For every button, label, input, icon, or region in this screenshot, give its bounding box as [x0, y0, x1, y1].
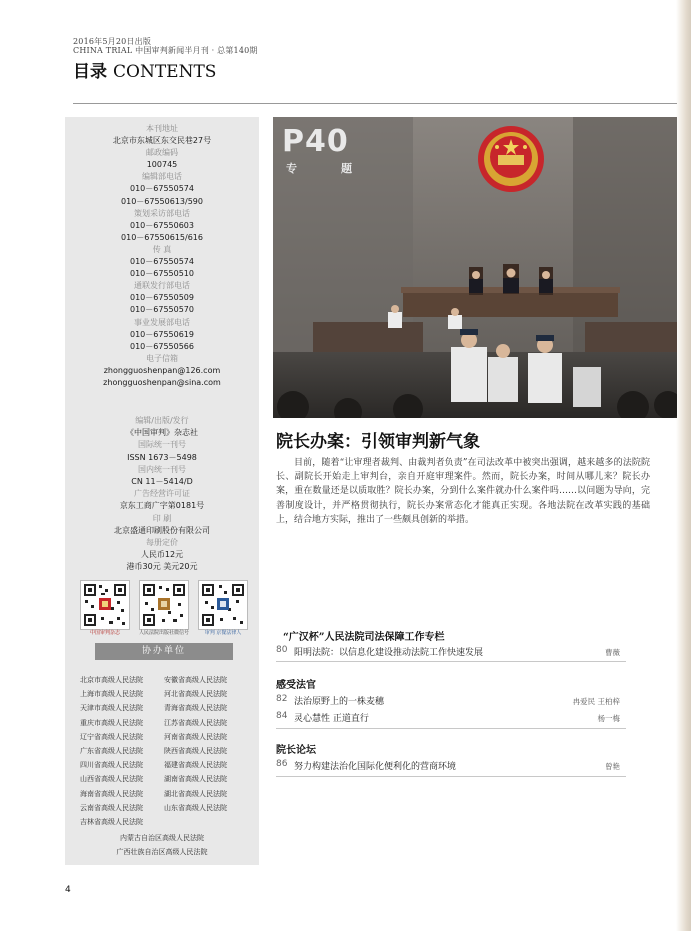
- contact-value: 010－67550574: [130, 184, 194, 194]
- court-name: 四川省高级人民法院: [80, 761, 143, 770]
- court-name: 天津市高级人民法院: [80, 704, 143, 713]
- contact-value: 100745: [146, 160, 178, 170]
- qr-code-icon[interactable]: [198, 580, 248, 636]
- court-name: 海南省高级人民法院: [80, 789, 143, 798]
- feature-page-number: P40: [282, 124, 349, 159]
- contact-value: 010－67550510: [130, 269, 194, 279]
- court-row: [80, 772, 252, 786]
- feature-summary: 目前，随着“让审理者裁判、由裁判者负责”在司法改革中被突出强调，越来越多的法院院长、副院长开始走上审判台，亲自开庭审理案件。然而，院长办案，时间从哪儿来？院长办案，重在数量还是以质取胜？院长办案，分到什么案件就办什么案件吗……以问题为导向，完善制度设计，并严格贯彻执行，院长办案常态化才能真正实现。各地法院在改革实践的基础上，结合地方实际，推出了一些颇具创新的举措。: [276, 458, 650, 525]
- pub-label: 广告经营许可证: [134, 489, 190, 499]
- court-name: 广东省高级人民法院: [80, 747, 143, 756]
- toc-page-number: 80: [276, 645, 288, 655]
- court-name: 北京市高级人民法院: [80, 676, 143, 684]
- pub-label: 每册定价: [146, 538, 178, 548]
- feature-title[interactable]: 院长办案：引领审判新气象: [276, 432, 480, 452]
- toc-entry-title[interactable]: 阳明法院：以信息化建设推动法院工作快速发展: [294, 648, 484, 658]
- court-name: 湖北省高级人民法院: [164, 789, 227, 798]
- contact-value: 010－67550615/616: [121, 232, 203, 242]
- court-name: 江苏省高级人民法院: [164, 718, 227, 727]
- court-name: 内蒙古自治区高级人民法院: [120, 834, 204, 842]
- email-address[interactable]: zhongguoshenpan@126.com: [103, 365, 221, 375]
- contact-label: 通联发行部电话: [134, 281, 190, 291]
- magazine-name: CHINA TRIAL 中国审判新闻半月刊 · 总第140期: [73, 46, 258, 55]
- contact-label: 事业发展部电话: [134, 317, 190, 327]
- court-row: [80, 730, 252, 744]
- issue-date: 2016年5月20日出版: [73, 37, 152, 46]
- court-name: 吉林省高级人民法院: [80, 818, 143, 827]
- toc-entry-title[interactable]: 法治原野上的一株麦穗: [294, 697, 385, 707]
- section-title: “广汉杯”人民法院司法保障工作专栏: [283, 632, 445, 643]
- toc-page-number: 86: [276, 759, 288, 769]
- co-organizer-extra: [65, 832, 259, 859]
- divider: [276, 776, 626, 777]
- divider: [276, 728, 626, 729]
- pub-value: 港币30元 美元20元: [126, 562, 198, 572]
- feature-tag: 专: [286, 162, 297, 175]
- court-name: 陕西省高级人民法院: [164, 747, 227, 756]
- pub-value: ISSN 1673－5498: [127, 452, 197, 462]
- contact-label: 邮政编码: [146, 148, 178, 158]
- pub-label: 国内统一刊号: [138, 464, 186, 474]
- page-number: 4: [65, 885, 71, 895]
- contact-label: 传 真: [152, 244, 172, 254]
- contact-value: 010－67550574: [130, 257, 194, 267]
- header-rule: [73, 103, 677, 104]
- pub-label: 国际统一刊号: [138, 440, 186, 450]
- court-name: 安徽省高级人民法院: [164, 676, 227, 684]
- section-title: 感受法官: [276, 680, 316, 691]
- court-name: 辽宁省高级人民法院: [80, 732, 143, 741]
- court-row: [80, 687, 252, 701]
- toc-entry-title[interactable]: 灵心慧性 正道直行: [294, 714, 369, 724]
- toc-heading: [73, 57, 216, 82]
- qr-caption: 审判 京餐法律人: [204, 630, 242, 636]
- pub-label: 印 刷: [152, 513, 172, 523]
- contact-label: 策划采访部电话: [134, 208, 190, 218]
- contact-value: 北京市东城区东交民巷27号: [112, 136, 212, 146]
- contact-value: 010－67550509: [130, 293, 194, 303]
- feature-photo[interactable]: [273, 117, 677, 418]
- court-name: 河南省高级人民法院: [164, 732, 227, 741]
- contact-label: 编辑部电话: [142, 172, 182, 182]
- court-name: 青海省高级人民法院: [164, 704, 227, 713]
- qr-caption: 人民法院出版社微信号: [138, 630, 189, 636]
- email-address[interactable]: zhongguoshenpan@sina.com: [103, 377, 221, 387]
- court-row: [80, 744, 252, 758]
- publication-info: [65, 415, 259, 574]
- pub-value: 北京盛通印刷股份有限公司: [114, 525, 210, 535]
- feature-tag: 题: [341, 162, 352, 175]
- toc-entry-author: 冉爱民 王柏梓: [572, 697, 620, 706]
- qr-caption: 中国审判杂志: [89, 630, 120, 636]
- co-organizer-label: 协办单位: [95, 643, 233, 660]
- toc-entry-author: 杨一梅: [597, 714, 620, 723]
- pub-value: 京东工商广字第0181号: [119, 501, 205, 511]
- contact-info: [65, 123, 259, 389]
- co-organizer-list: [80, 673, 252, 829]
- toc-heading-en: CONTENTS: [113, 62, 217, 82]
- toc-entry-author: 曾艳: [605, 762, 620, 771]
- toc-heading-cn: 目录: [73, 62, 107, 82]
- court-row: [80, 815, 252, 829]
- pub-value: CN 11－5414/D: [131, 477, 193, 487]
- qr-code-row: [78, 580, 248, 638]
- court-name: 山东省高级人民法院: [164, 803, 227, 812]
- court-name: 福建省高级人民法院: [164, 761, 227, 770]
- pub-value: 人民币12元: [140, 550, 184, 560]
- qr-code-icon[interactable]: [80, 580, 130, 636]
- contact-value: 010－67550603: [130, 220, 194, 230]
- court-name: 河北省高级人民法院: [164, 690, 227, 699]
- qr-code-icon[interactable]: [138, 580, 189, 636]
- divider: [276, 661, 626, 662]
- pub-label: 编辑/出版/发行: [135, 416, 189, 425]
- court-row: [80, 701, 252, 715]
- court-name: 广西壮族自治区高级人民法院: [116, 847, 208, 856]
- contact-label: 本刊地址: [146, 124, 178, 133]
- court-row: [80, 716, 252, 730]
- toc-page-number: 84: [276, 711, 288, 721]
- contact-value: 010－67550613/590: [121, 196, 203, 206]
- contact-value: 010－67550570: [130, 305, 194, 315]
- toc-page-number: 82: [276, 694, 288, 704]
- court-name: 上海市高级人民法院: [80, 690, 143, 699]
- court-row: [80, 801, 252, 815]
- court-row: [80, 787, 252, 801]
- contact-label: 电子信箱: [146, 353, 178, 363]
- court-name: 山西省高级人民法院: [80, 775, 143, 784]
- page-edge-strip: [676, 0, 691, 931]
- court-name: 湖南省高级人民法院: [164, 775, 227, 784]
- toc-entry-title[interactable]: 努力构建法治化国际化便利化的营商环境: [294, 762, 457, 772]
- contact-value: 010－67550619: [130, 329, 194, 339]
- court-name: 重庆市高级人民法院: [80, 718, 143, 727]
- section-title: 院长论坛: [276, 745, 316, 756]
- court-name: 云南省高级人民法院: [80, 803, 143, 812]
- court-row: [80, 758, 252, 772]
- pub-value: 《中国审判》杂志社: [126, 428, 198, 438]
- court-row: [80, 673, 252, 687]
- toc-entry-author: 曹薇: [605, 648, 620, 657]
- contact-value: 010－67550566: [130, 341, 194, 351]
